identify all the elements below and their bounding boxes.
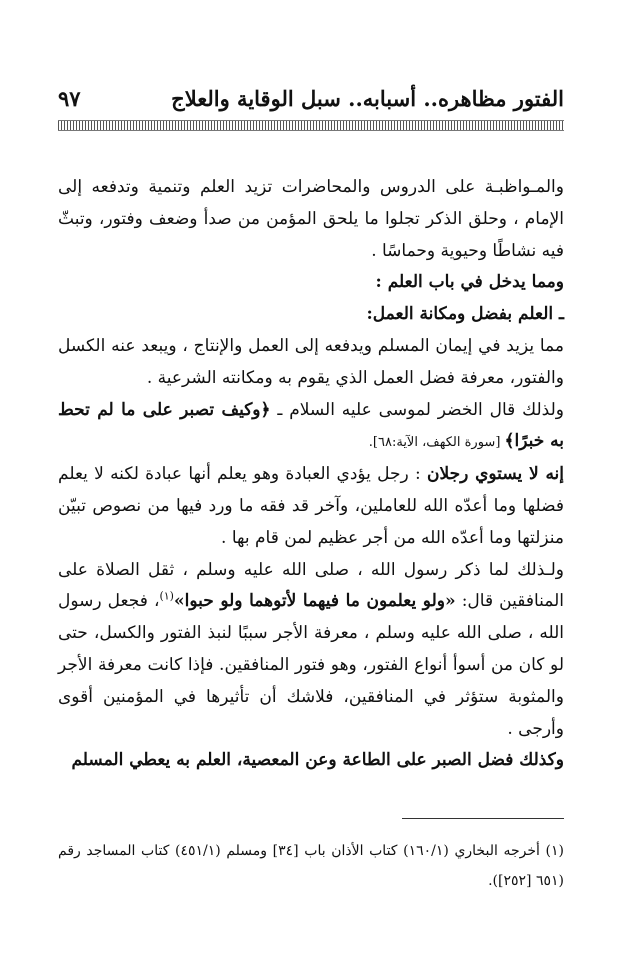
paragraph	[58, 745, 564, 777]
text-segment: ﴿وكيف تصبر على ما لم تحط به خبرًا﴾	[58, 399, 564, 452]
paragraph	[58, 299, 564, 331]
paragraph	[58, 267, 564, 299]
text-segment: ـ العلم بفضل ومكانة العمل:	[366, 304, 564, 325]
footnote: (١) أخرجه البخاري (١٦٠/١) كتاب الأذان باب [٣٤] ومسلم (٤٥١/١) كتاب المساجد رقم (٦٥١ [٢٥٢]).	[58, 843, 564, 889]
footnote-divider	[402, 818, 564, 819]
paragraph	[58, 555, 564, 746]
running-header	[58, 82, 564, 120]
text-segment: وكذلك فضل الصبر على الطاعة وعن المعصية، العلم به يعطي المسلم	[71, 750, 564, 771]
text-segment: ومما يدخل في باب العلم :	[375, 272, 564, 293]
text-segment: والمـواظبـة على الدروس والمحاضرات تزيد العلم وتنمية وتدفعه إلى الإمام ، وحلق الذكر تجلوا ما يلحق المؤمن من صدأ وضعف وفتور، وتبثّ فيه نشاطًا وحيوية وحماسًا .	[58, 177, 564, 261]
text-segment: [سورة الكهف، الآية:٦٨].	[368, 435, 505, 451]
text-segment: : رجل يؤدي العبادة وهو يعلم أنها عبادة لكنه لا يعلم فضلها وما أعدّه الله للعاملين، وآخر قد فقه ما ورد فيها من نصوص تبيّن منزلتها وما أعدّه الله من أجر عظيم لمن قام بها .	[58, 464, 564, 548]
text-segment: ، فجعل رسول الله ، صلى الله عليه وسلم ، معرفة الأجر سببًا لنبذ الفتور والكسل، حتى لو كان من أسوأ أنواع الفتور، وهو فتور المنافقين. فإذا كانت معرفة الأجر والمثوبة ستؤثر في المنافقين، فلاشك أن تأثيرها في المؤمنين أقوى وأرجى .	[58, 591, 564, 739]
paragraph	[58, 331, 564, 395]
paragraph	[58, 395, 564, 460]
page-number: ٩٧	[58, 86, 81, 111]
text-segment: إنه لا يستوي رجلان	[426, 464, 565, 485]
paragraph	[58, 459, 564, 554]
text-segment: مما يزيد في إيمان المسلم ويدفعه إلى العمل والإنتاج ، ويبعد عنه الكسل والفتور، معرفة فضل العمل الذي يقوم به ومكانته الشرعية .	[58, 335, 564, 388]
text-segment: ولذلك قال الخضر لموسى عليه السلام ـ	[270, 399, 564, 420]
paragraph	[58, 172, 564, 267]
body-text	[58, 172, 564, 777]
text-segment: ولـذلك لما ذكر رسول الله ، صلى الله عليه وسلم ، ثقل الصلاة على المنافقين قال:	[58, 559, 565, 612]
footnote-reference: (١)	[159, 589, 174, 603]
header-divider	[58, 120, 564, 131]
text-segment: «ولو يعلمون ما فيهما لأتوهما ولو حبوا»	[173, 591, 456, 612]
running-title: الفتور مظاهره.. أسبابه.. سبل الوقاية والعلاج	[171, 86, 564, 111]
